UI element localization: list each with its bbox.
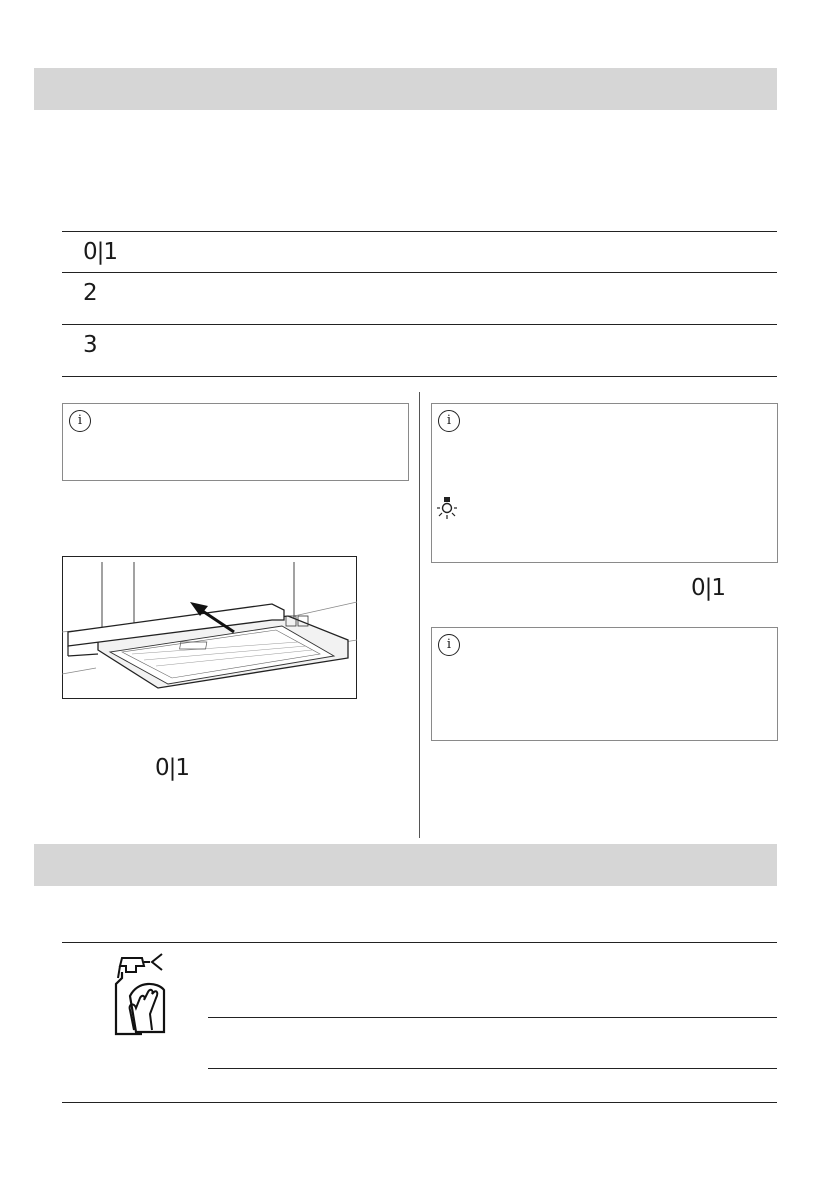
extractor-hood-icon: [62, 556, 357, 699]
control-symbol-on-off: 0|1: [83, 239, 118, 265]
info-icon: i: [438, 410, 460, 432]
info-note-box-light: [431, 403, 778, 563]
table-rule: [62, 942, 777, 943]
light-bulb-icon: [436, 496, 458, 520]
hood-illustration: [62, 556, 357, 699]
info-note-box: [431, 627, 778, 741]
control-symbol-speed-3: 3: [83, 332, 97, 358]
column-divider: [419, 392, 420, 838]
spray-and-cloth-icon: [108, 952, 168, 1038]
info-note-box: [62, 403, 409, 481]
table-rule: [62, 272, 777, 273]
inline-symbol-on-off: 0|1: [691, 575, 726, 601]
table-rule: [62, 231, 777, 232]
table-rule: [208, 1068, 777, 1069]
table-rule: [208, 1017, 777, 1018]
inline-symbol-on-off: 0|1: [155, 755, 190, 781]
info-icon: i: [438, 634, 460, 656]
table-rule: [62, 1102, 777, 1103]
control-symbol-speed-2: 2: [83, 280, 97, 306]
table-rule: [62, 324, 777, 325]
section-header-bar-operation: [34, 68, 777, 110]
table-rule: [62, 376, 777, 377]
section-header-bar-care: [34, 844, 777, 886]
info-icon: i: [69, 410, 91, 432]
